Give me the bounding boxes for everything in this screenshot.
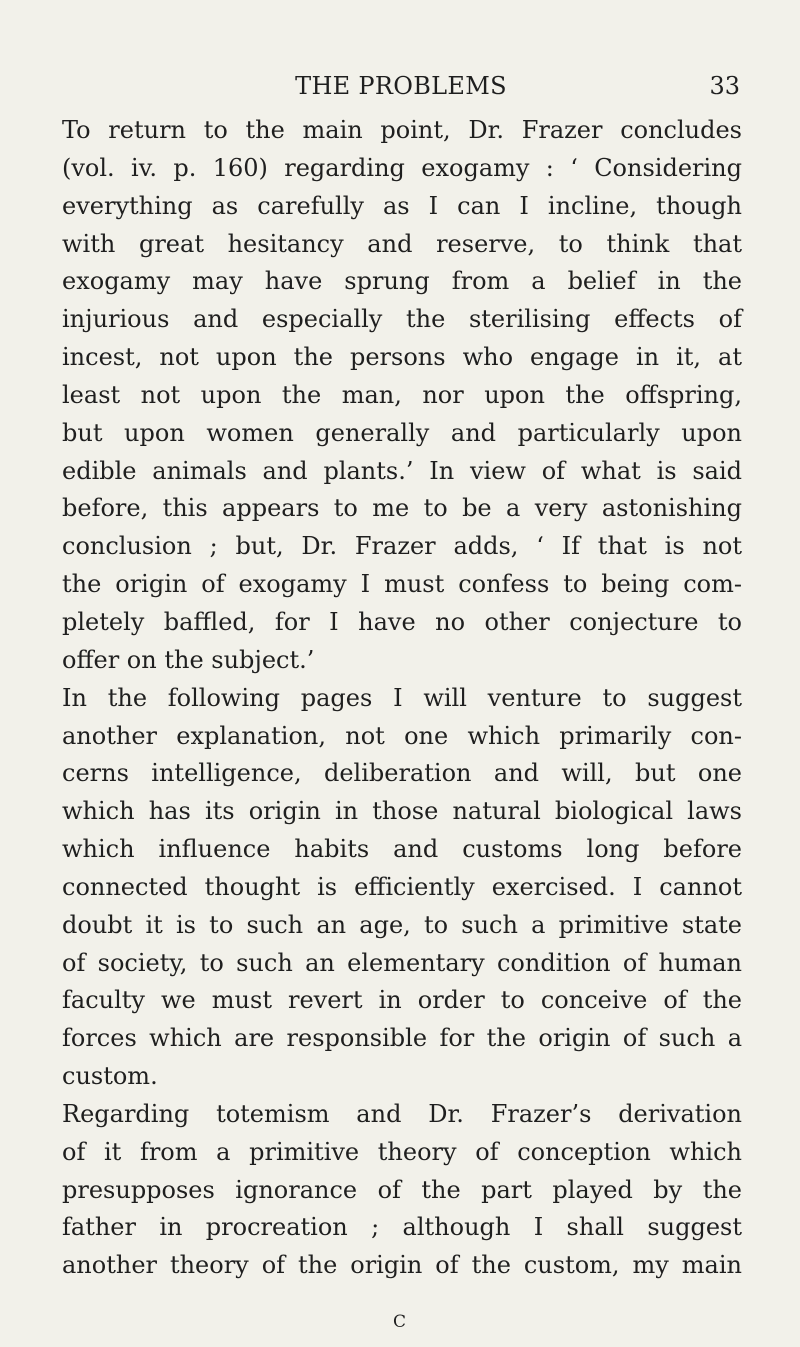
- page-number: 33: [709, 72, 740, 100]
- text-line: which influence habits and customs long before: [62, 835, 742, 864]
- signature-mark: C: [392, 1312, 407, 1332]
- text-line: but upon women generally and particularly upon: [62, 418, 742, 447]
- text-line: conclusion ; but, Dr. Frazer adds, ‘ If that is not: [62, 532, 742, 561]
- text-line: doubt it is to such an age, to such a primitive state: [62, 910, 742, 939]
- text-line: with great hesitancy and reserve, to think that: [62, 229, 742, 258]
- text-line: pletely baffled, for I have no other conjecture to: [62, 607, 742, 636]
- text-line: another explanation, not one which primarily con-: [62, 721, 742, 750]
- text-line: injurious and especially the sterilising effects of: [62, 305, 742, 334]
- text-line: exogamy may have sprung from a belief in the: [62, 267, 742, 296]
- text-line: the origin of exogamy I must confess to being com-: [62, 570, 742, 599]
- text-line: which has its origin in those natural biological laws: [62, 797, 742, 826]
- text-line: offer on the subject.’: [62, 645, 315, 674]
- text-line: To return to the main point, Dr. Frazer concludes: [62, 116, 742, 144]
- text-line: (vol. iv. p. 160) regarding exogamy : ‘ Considering: [62, 153, 742, 182]
- running-title: THE PROBLEMS: [295, 72, 507, 100]
- text-line: incest, not upon the persons who engage in it, at: [62, 343, 742, 372]
- text-line: connected thought is efficiently exercised. I cannot: [62, 872, 742, 901]
- text-line: everything as carefully as I can I incline, though: [62, 191, 742, 220]
- text-line: father in procreation ; although I shall suggest: [62, 1213, 742, 1242]
- text-line: of it from a primitive theory of conception which: [62, 1137, 742, 1166]
- text-line: cerns intelligence, deliberation and will, but one: [62, 759, 742, 788]
- text-line: In the following pages I will venture to suggest: [62, 683, 742, 712]
- text-line: faculty we must revert in order to conceive of the: [62, 986, 742, 1015]
- text-line: before, this appears to me to be a very astonishing: [62, 494, 742, 523]
- text-line: edible animals and plants.’ In view of what is said: [62, 456, 742, 485]
- text-line: another theory of the origin of the custom, my main: [62, 1251, 742, 1280]
- text-line: custom.: [62, 1062, 158, 1091]
- text-line: Regarding totemism and Dr. Frazer’s derivation: [62, 1099, 742, 1128]
- text-line: presupposes ignorance of the part played by the: [62, 1175, 742, 1204]
- running-header: [62, 72, 740, 106]
- text-line: least not upon the man, nor upon the offspring,: [62, 380, 742, 409]
- text-line: of society, to such an elementary condition of human: [62, 948, 742, 977]
- body-text: [62, 112, 742, 1285]
- text-line: forces which are responsible for the origin of such a: [62, 1024, 742, 1053]
